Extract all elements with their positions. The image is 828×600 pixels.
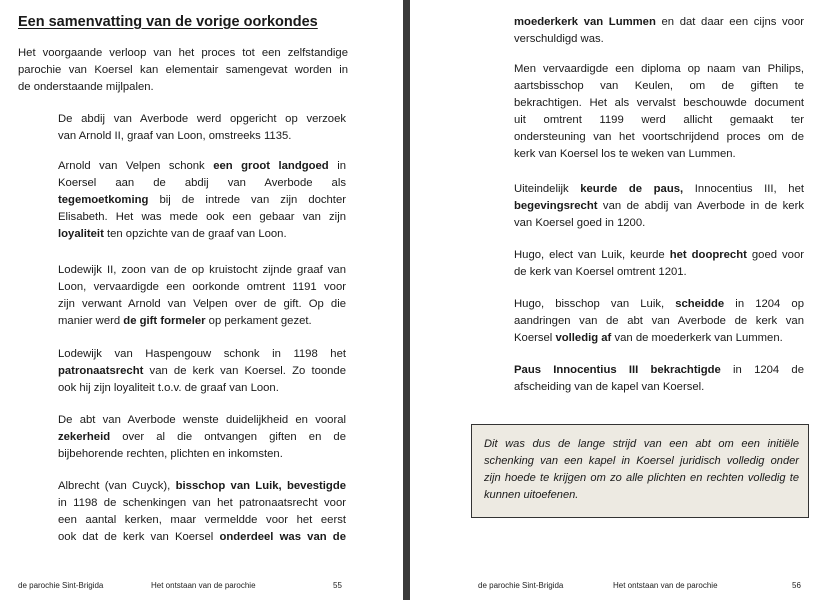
text-line: zijn hoede te krijgen om zo alle plichten en rechten volledig te <box>484 472 799 484</box>
bold-term: begevingsrecht <box>514 200 598 212</box>
text-line: van Koersel goed in 1200. <box>514 217 646 229</box>
text-line: parochie van Koersel kan elementair samengevat worden in <box>18 64 348 76</box>
text-line: tegemoetkoming bij de intrede van zijn dochter <box>58 194 346 206</box>
bold-term: keurde de paus, <box>580 183 684 195</box>
milestone-paragraph <box>58 346 346 397</box>
text-line: manier werd de gift formeler op perkament gezet. <box>58 315 312 327</box>
text-line: Albrecht (van Cuyck), bisschop van Luik, bevestigde <box>58 480 346 492</box>
text-line: de onderstaande mijlpalen. <box>18 81 154 93</box>
footer-left: de parochie Sint-Brigida <box>18 581 104 590</box>
text-line: ondersteuning van het voortschrijdend proces om de <box>514 131 804 143</box>
book-gutter <box>403 0 410 600</box>
milestone-paragraph <box>514 247 804 281</box>
text-line: een aantal kerken, maar vermeldde voor het eerst <box>58 514 346 526</box>
footer-center: Het ontstaan van de parochie <box>613 581 718 590</box>
text-line: loyaliteit ten opzichte van de graaf van Loon. <box>58 228 287 240</box>
text-line: bekrachtigen. Het als vervalst beschouwde document <box>514 97 804 109</box>
text-line: uit omtrent 1199 werd allicht gemaakt ter <box>514 114 804 126</box>
bold-term: de gift formeler <box>123 315 206 327</box>
text-line: begevingsrecht van de abdij van Averbode in de kerk <box>514 200 804 212</box>
bold-term: zekerheid <box>58 431 111 443</box>
milestone-paragraph <box>514 61 804 163</box>
bold-term: onderdeel was van de <box>219 531 346 543</box>
text-line: Arnold van Velpen schonk een groot landgoed in <box>58 160 347 172</box>
page-number: 56 <box>792 581 801 590</box>
text-line: Hugo, elect van Luik, keurde het dooprecht goed voor <box>514 249 805 261</box>
text-line: Paus Innocentius III bekrachtigde in 1204 de <box>514 364 804 376</box>
text-line: moederkerk van Lummen en dat daar een cijns voor <box>514 16 804 28</box>
milestone-paragraph <box>58 262 346 330</box>
milestone-paragraph <box>58 412 346 463</box>
text-line: Lodewijk II, zoon van de op kruistocht zijnde graaf van <box>58 264 346 276</box>
conclusion-box <box>471 424 809 518</box>
text-line: Het voorgaande verloop van het proces tot een zelfstandige <box>18 47 348 59</box>
text-line: ook hij zijn loyaliteit t.o.v. de graaf van Loon. <box>58 382 279 394</box>
left-page <box>0 0 403 600</box>
text-line: Men vervaardigde een diploma op naam van Philips, <box>514 63 804 75</box>
bold-term: tegemoetkoming <box>58 194 149 206</box>
text-line: zekerheid over al die ontvangen giften en de <box>58 431 346 443</box>
footer-center: Het ontstaan van de parochie <box>151 581 256 590</box>
continued-paragraph <box>514 14 804 48</box>
text-line: Loon, vervaardigde een oorkonde omtrent 1191 voor <box>58 281 346 293</box>
bold-term: scheidde <box>675 298 725 310</box>
intro-paragraph <box>18 45 348 96</box>
bold-term: Paus Innocentius III bekrachtigde <box>514 364 721 376</box>
text-line: De abt van Averbode wenste duidelijkheid en vooral <box>58 414 346 426</box>
milestone-paragraph <box>514 296 804 347</box>
text-line: Koersel volledig af van de moederkerk van Lummen. <box>514 332 783 344</box>
text-line: aartsbisschop van Keulen, om de giften te <box>514 80 804 92</box>
bold-term: moederkerk van Lummen <box>514 16 656 28</box>
bold-term: patronaatsrecht <box>58 365 144 377</box>
text-line: De abdij van Averbode werd opgericht op verzoek <box>58 113 346 125</box>
page-title: Een samenvatting van de vorige oorkondes <box>18 14 318 30</box>
text-line: afscheiding van de kapel van Koersel. <box>514 381 705 393</box>
page-number: 55 <box>333 581 342 590</box>
text-line: Koersel aan de abdij van Averbode als <box>58 177 346 189</box>
text-line: zijn verwant Arnold van Velpen over de gift. Op die <box>58 298 346 310</box>
text-line: bijbehorende rechten, plichten en inkomsten. <box>58 448 283 460</box>
text-line: verschuldigd was. <box>514 33 604 45</box>
bold-term: volledig af <box>555 332 612 344</box>
text-line: kunnen uitoefenen. <box>484 489 579 501</box>
footer-left: de parochie Sint-Brigida <box>478 581 564 590</box>
text-line: Lodewijk van Haspengouw schonk in 1198 het <box>58 348 346 360</box>
milestone-paragraph <box>58 478 346 546</box>
text-line: ook dat de kerk van Koersel onderdeel was van de <box>58 531 346 543</box>
bold-term: bisschop van Luik, bevestigde <box>175 480 346 492</box>
text-line: in 1198 de schenkingen van het patronaatsrecht voor <box>58 497 346 509</box>
text-line: de kerk van Koersel omtrent 1201. <box>514 266 687 278</box>
text-line: patronaatsrecht van de kerk van Koersel. Zo toonde <box>58 365 346 377</box>
text-line: aandringen van de abt van Averbode de kerk van <box>514 315 804 327</box>
text-line: van Arnold II, graaf van Loon, omstreeks 1135. <box>58 130 292 142</box>
text-line: Hugo, bisschop van Luik, scheidde in 1204 op <box>514 298 804 310</box>
milestone-paragraph <box>58 158 346 243</box>
bold-term: een groot landgoed <box>213 160 329 172</box>
text-line: kerk van Koersel los te weken van Lummen. <box>514 148 736 160</box>
conclusion-text <box>484 436 799 504</box>
text-line: Elisabeth. Het was mede ook een gebaar van zijn <box>58 211 346 223</box>
bold-term: loyaliteit <box>58 228 104 240</box>
milestone-paragraph <box>514 362 804 396</box>
milestone-paragraph <box>58 111 346 145</box>
bold-term: het dooprecht <box>669 249 747 261</box>
text-line: Dit was dus de lange strijd van een abt om een initiële <box>484 438 799 450</box>
text-line: schenking van een kapel in Koersel juridisch volledig onder <box>484 455 799 467</box>
milestone-paragraph <box>514 181 804 232</box>
text-line: Uiteindelijk keurde de paus, Innocentius III, het <box>514 183 805 195</box>
